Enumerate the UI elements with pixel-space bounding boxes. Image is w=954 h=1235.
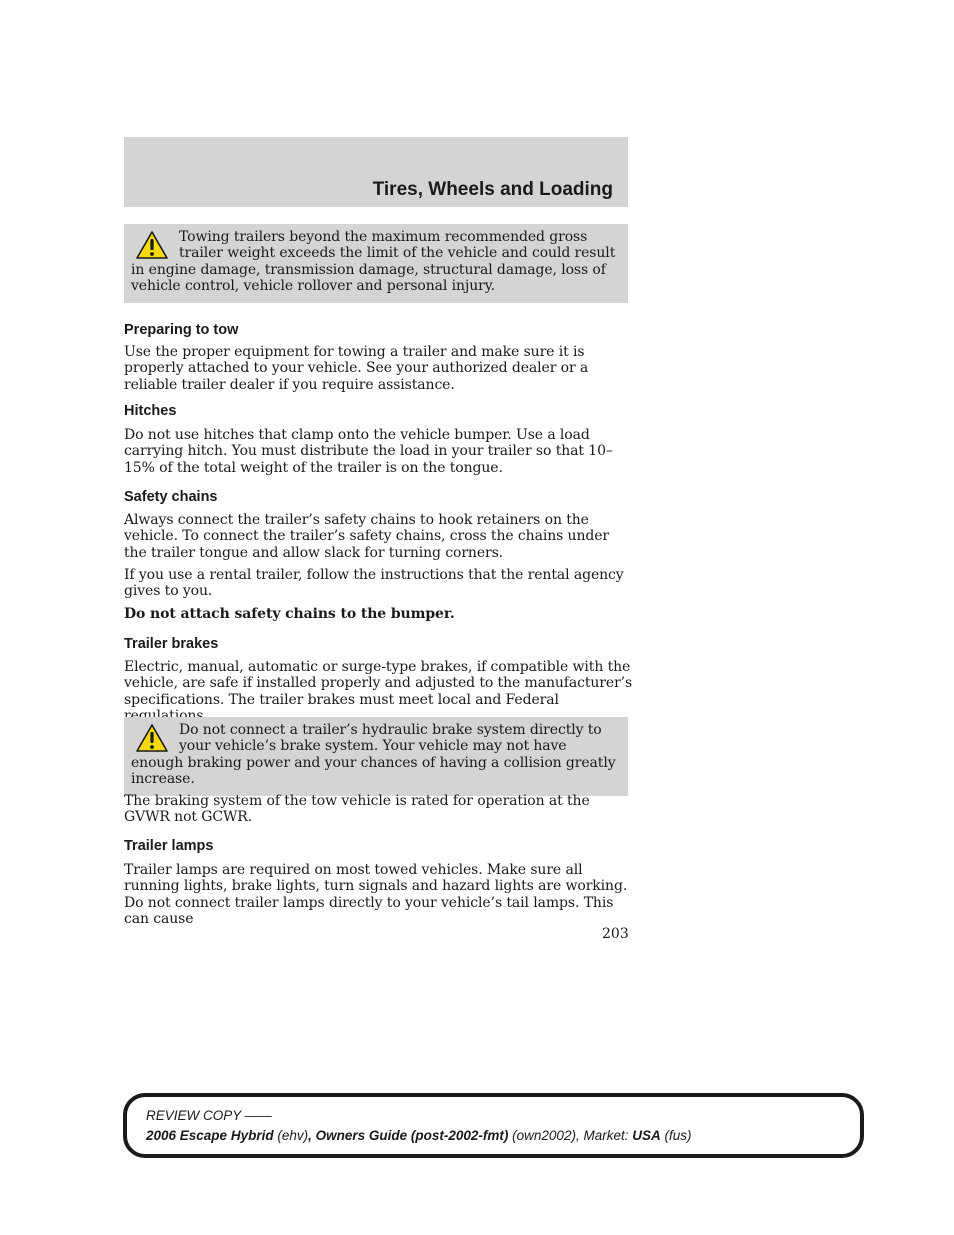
paragraph-trailer-lamps: Trailer lamps are required on most towed vehicles. Make sure all running lights, brake lights, turn signals and hazard lights are working. Do not connect trailer lamps directly to your vehicle’s tail lamps. This can cause [124, 862, 628, 928]
paragraph-safety-chains-2: If you use a rental trailer, follow the instructions that the rental agency gives to you. [124, 567, 624, 600]
paragraph-safety-chains-bold: Do not attach safety chains to the bumper. [124, 606, 455, 622]
warning-triangle-icon [135, 723, 171, 753]
heading-hitches: Hitches [124, 403, 177, 419]
footer-guide: , Owners Guide (post-2002-fmt) [308, 1128, 509, 1143]
footer-review-label: REVIEW COPY —— [146, 1108, 272, 1123]
footer-model: 2006 Escape Hybrid [146, 1128, 274, 1143]
paragraph-hitches: Do not use hitches that clamp onto the vehicle bumper. Use a load carrying hitch. You must distribute the load in your trailer so that 10–15% of the total weight of the trailer is on the tongue. [124, 427, 613, 476]
paragraph-trailer-brakes: Electric, manual, automatic or surge-type brakes, if compatible with the vehicle, are safe if installed properly and adjusted to the manufacturer’s specifications. The trailer brakes must meet local and Federal [124, 659, 633, 708]
footer-market-code: (fus) [664, 1128, 692, 1143]
footer-document-info [146, 1128, 692, 1143]
footer-guide-code: (own2002) [512, 1128, 576, 1143]
heading-safety-chains: Safety chains [124, 489, 218, 505]
warning-triangle-icon [135, 230, 171, 260]
footer-market-label: , Market: [575, 1128, 629, 1143]
page-header [124, 137, 628, 207]
footer-model-code: (ehv) [277, 1128, 309, 1143]
page-title: Tires, Wheels and Loading [372, 179, 613, 200]
review-copy-footer [123, 1093, 864, 1158]
paragraph-preparing: Use the proper equipment for towing a trailer and make sure it is properly attached to your vehicle. See your authorized dealer or a reliable trailer dealer if you require assistance. [124, 344, 589, 393]
warning-box-towing [124, 224, 628, 303]
heading-trailer-brakes: Trailer brakes [124, 636, 219, 652]
page-number: 203 [602, 926, 629, 942]
paragraph-braking-system: The braking system of the tow vehicle is rated for operation at the GVWR not GCWR. [124, 793, 590, 826]
heading-trailer-lamps: Trailer lamps [124, 838, 214, 854]
paragraph-safety-chains-1: Always connect the trailer’s safety chains to hook retainers on the vehicle. To connect the trailer’s safety chains, cross the chains under the trailer tongue and allow slack for turning corners. [124, 512, 610, 561]
warning-box-brakes [124, 717, 628, 796]
footer-market: USA [632, 1128, 661, 1143]
warning-text: Towing trailers beyond the maximum recommended gross trailer weight exceeds the limit of the vehicle and could result in engine damage, transmission damage, structural damage, loss of vehicle control, vehicle rollover and personal injury. [131, 229, 616, 295]
warning-text: Do not connect a trailer’s hydraulic brake system directly to your vehicle’s brake system. Your vehicle may not have enough braking power and your chances of having a collision greatly increase. [131, 722, 616, 788]
heading-preparing-to-tow: Preparing to tow [124, 322, 239, 338]
